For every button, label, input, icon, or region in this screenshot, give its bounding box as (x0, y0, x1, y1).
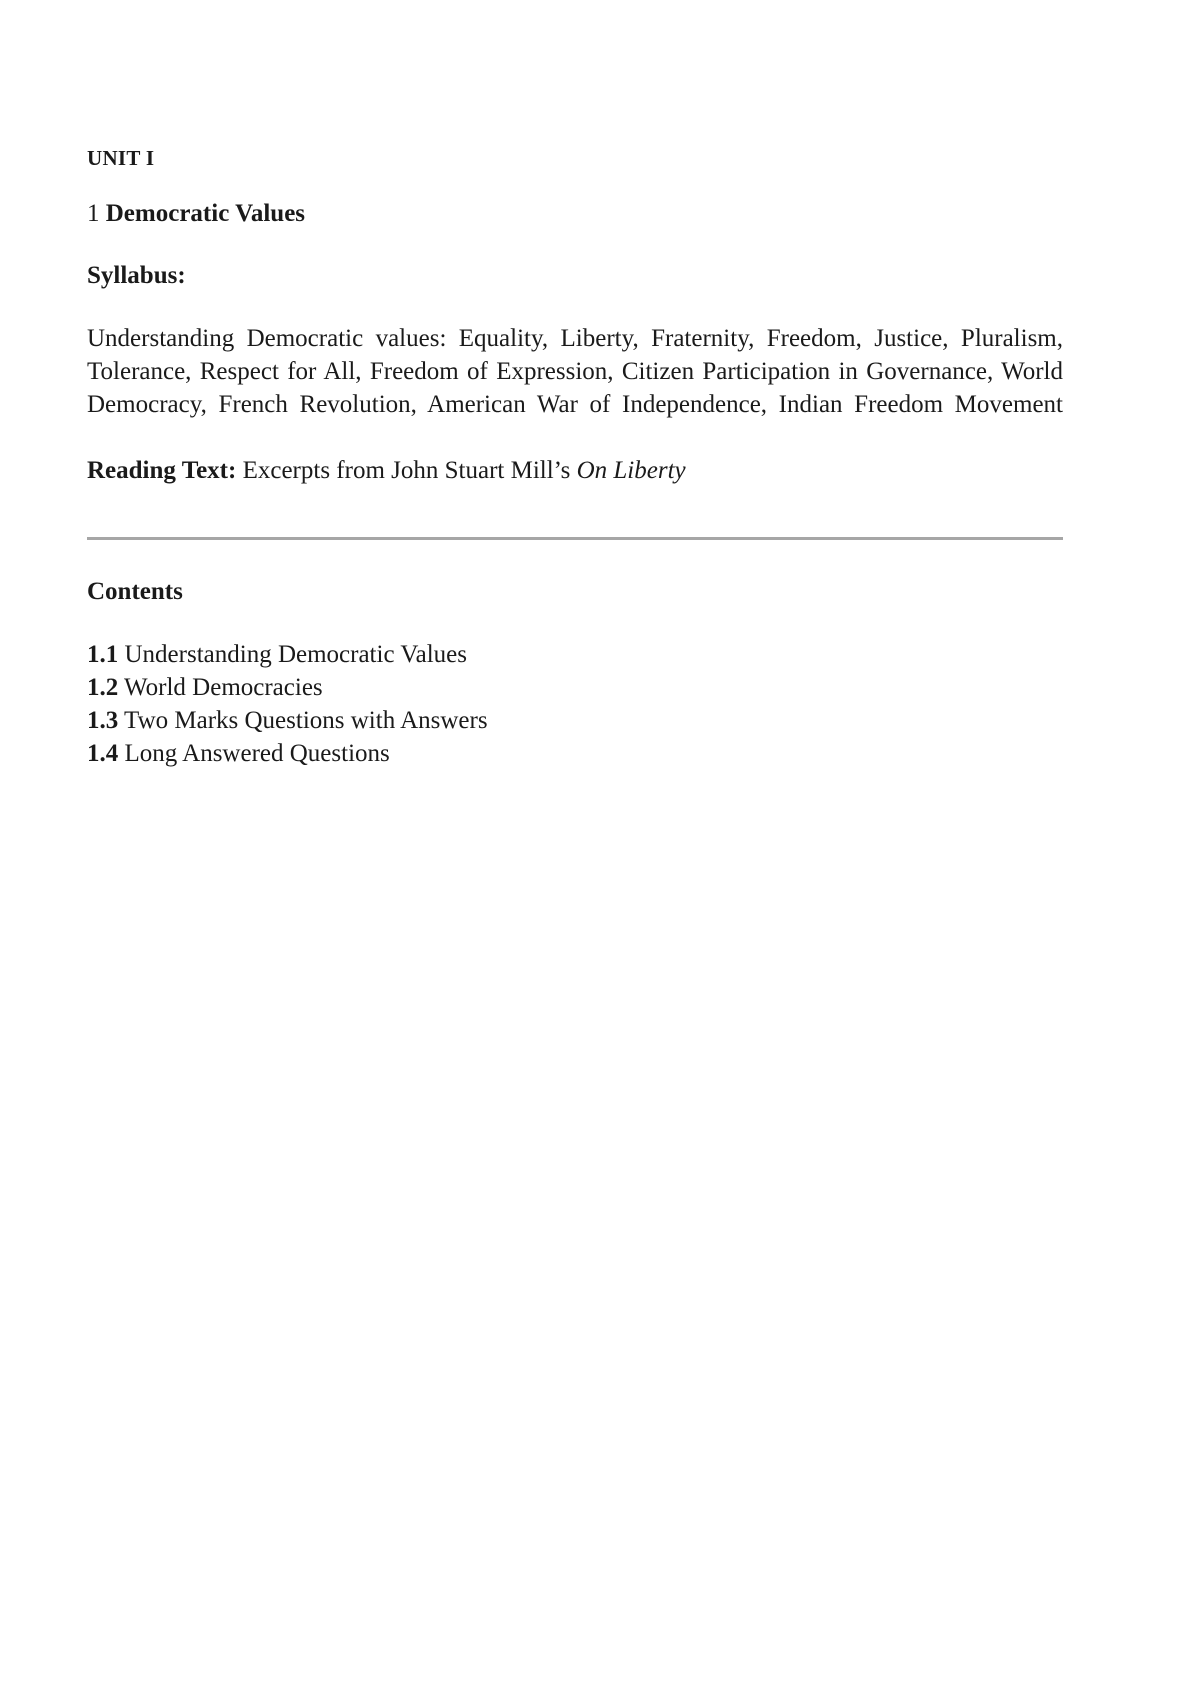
reading-text-label: Reading Text: (87, 457, 237, 484)
contents-item-number: 1.2 (87, 674, 119, 701)
unit-title-text: Democratic Values (105, 200, 306, 227)
section-divider (87, 537, 1063, 540)
reading-text-title: On Liberty (576, 457, 686, 484)
contents-list (87, 638, 488, 770)
syllabus-text: Understanding Democratic values: Equality, Liberty, Fraternity, Freedom, Justice, Pluralism, Tolerance, Respect for All, Freedom of Expression, Citizen Participation in Governance, World Democracy, French Revolution, American War of Independence, Indian Freedom Movement (87, 325, 1063, 418)
syllabus-heading: Syllabus: (87, 262, 186, 289)
contents-item-title: Two Marks Questions with Answers (118, 707, 488, 734)
unit-label: UNIT I (87, 146, 155, 170)
contents-item-number: 1.3 (87, 707, 119, 734)
reading-text-line (87, 454, 686, 487)
contents-heading: Contents (87, 578, 183, 605)
contents-item (87, 638, 488, 671)
reading-text-description: Excerpts from John Stuart Mill’s (236, 457, 577, 484)
contents-item-title: World Democracies (118, 674, 323, 701)
contents-item (87, 704, 488, 737)
contents-item-number: 1.1 (87, 641, 119, 668)
contents-item (87, 671, 488, 704)
contents-item-title: Long Answered Questions (118, 740, 390, 767)
unit-title-number: 1 (87, 200, 100, 227)
contents-item-title: Understanding Democratic Values (118, 641, 467, 668)
unit-title (87, 200, 305, 228)
contents-item (87, 737, 488, 770)
contents-item-number: 1.4 (87, 740, 119, 767)
